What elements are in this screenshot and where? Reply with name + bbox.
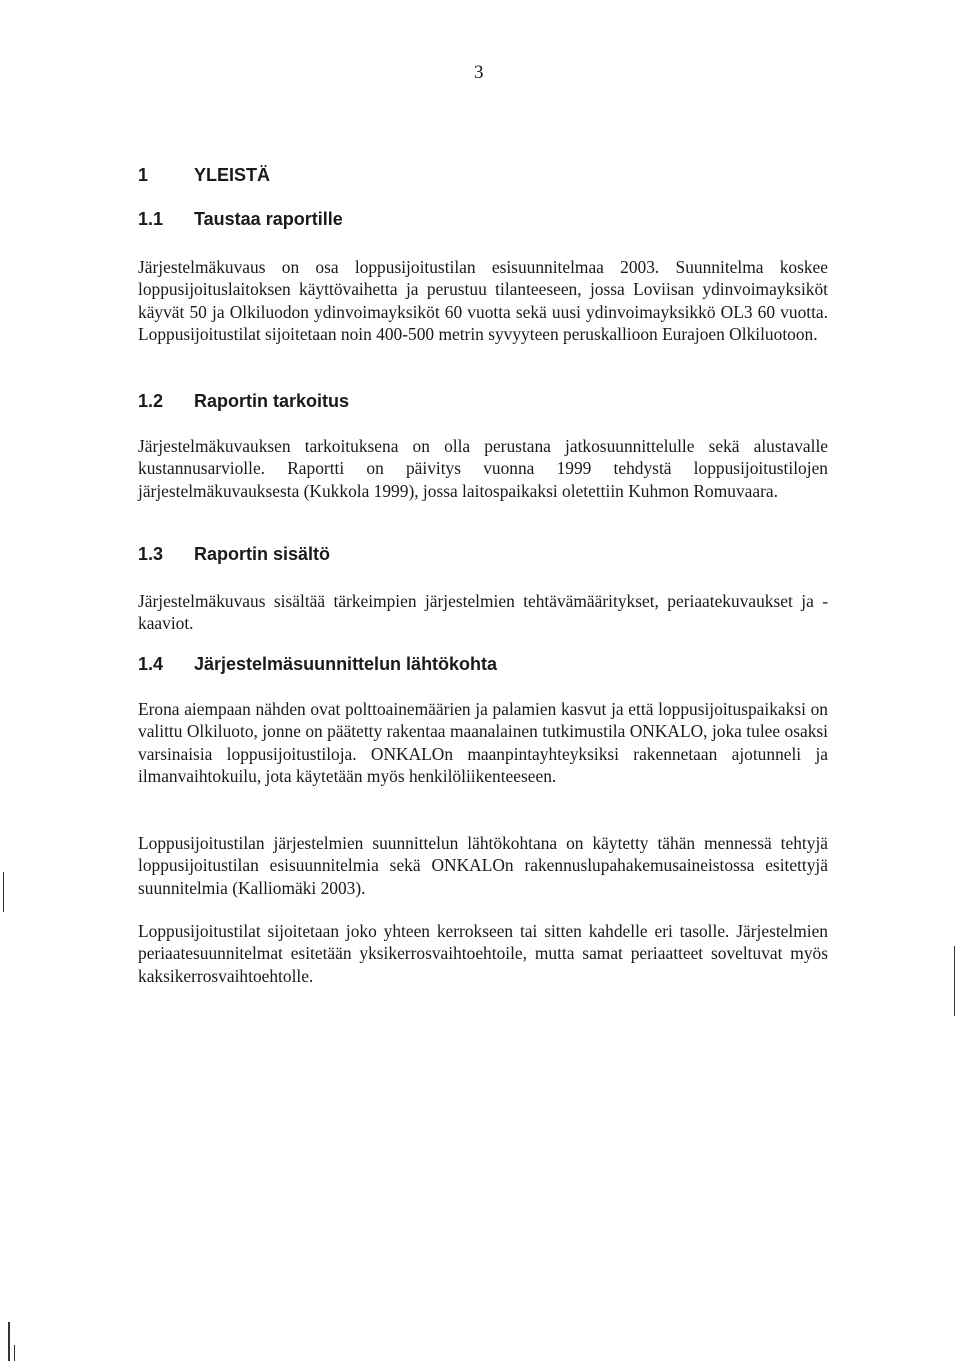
paragraph-1-2: Järjestelmäkuvauksen tarkoituksena on olla perustana jatkosuunnittelulle sekä alustavalle kustannusarviolle. Raportti on päivitys vuonna 1999 tehdystä loppusijoitustilojen järjestelmäkuvauksesta (Kukkola 1999), jossa laitospaikaksi oletettiin Kuhmon Romuvaara. xyxy=(138,436,828,501)
scan-edge-mark xyxy=(8,1322,10,1361)
section-number: 1.3 xyxy=(138,544,164,564)
scan-edge-mark xyxy=(3,872,4,912)
section-number: 1.4 xyxy=(138,654,164,674)
heading-section-1 xyxy=(138,165,270,186)
heading-section-1-2 xyxy=(138,391,349,412)
section-title: YLEISTÄ xyxy=(194,165,271,185)
section-title: Järjestelmäsuunnittelun lähtökohta xyxy=(194,654,498,674)
heading-section-1-3 xyxy=(138,544,330,565)
paragraph-1-4-c: Loppusijoitustilat sijoitetaan joko yhteen kerrokseen tai sitten kahdelle eri tasolle. Järjestelmien periaatesuunnitelmat esitetään yksikerrosvaihtoehtoile, mutta samat periaatteet soveltuvat myös kaksikerrosvaihtoehtolle. xyxy=(138,921,828,986)
section-number: 1.2 xyxy=(138,391,164,411)
heading-section-1-1 xyxy=(138,209,343,230)
paragraph-1-4-b: Loppusijoitustilan järjestelmien suunnittelun lähtökohtana on käytetty tähän mennessä tehtyjä loppusijoitustilan esisuunnitelmia sekä ONKALOn rakennuslupahakemusaineistossa esitettyjä suunnitelmia (Kalliomäki 2003). xyxy=(138,833,828,898)
section-title: Taustaa raportille xyxy=(194,209,343,229)
paragraph-1-1: Järjestelmäkuvaus on osa loppusijoitustilan esisuunnitelmaa 2003. Suunnitelma koskee loppusijoituslaitoksen käyttövaihetta ja perustuu tilanteeseen, jossa Loviisan ydinvoimayksiköt käyvät 50 ja Olkiluodon ydinvoimayksiköt 60 vuotta sekä uusi ydinvoimayksikkö OL3 60 vuotta. Loppusijoitustilat sijoitetaan noin 400-500 metrin syvyyteen peruskallioon Eurajoen Olkiluotoon. xyxy=(138,257,828,345)
page-number: 3 xyxy=(474,62,484,83)
section-number: 1 xyxy=(138,165,149,185)
section-number: 1.1 xyxy=(138,209,164,229)
scan-edge-mark xyxy=(14,1345,15,1361)
section-title: Raportin tarkoitus xyxy=(194,391,350,411)
section-title: Raportin sisältö xyxy=(194,544,331,564)
scan-edge-mark xyxy=(954,946,955,1016)
heading-section-1-4 xyxy=(138,654,497,675)
paragraph-1-3: Järjestelmäkuvaus sisältää tärkeimpien järjestelmien tehtävämääritykset, periaatekuvaukset ja -kaaviot. xyxy=(138,591,828,634)
paragraph-1-4-a: Erona aiempaan nähden ovat polttoainemäärien ja palamien kasvut ja että loppusijoituspaikaksi on valittu Olkiluoto, jonne on päätetty rakentaa maanalainen tutkimustila ONKALO, joka tulee osaksi varsinaisia loppusijoitustiloja. ONKALOn maanpintayhteyksiksi rakennetaan ajotunneli ja ilmanvaihtokuilu, jota käytetään myös henkilöliikenteeseen. xyxy=(138,699,828,787)
